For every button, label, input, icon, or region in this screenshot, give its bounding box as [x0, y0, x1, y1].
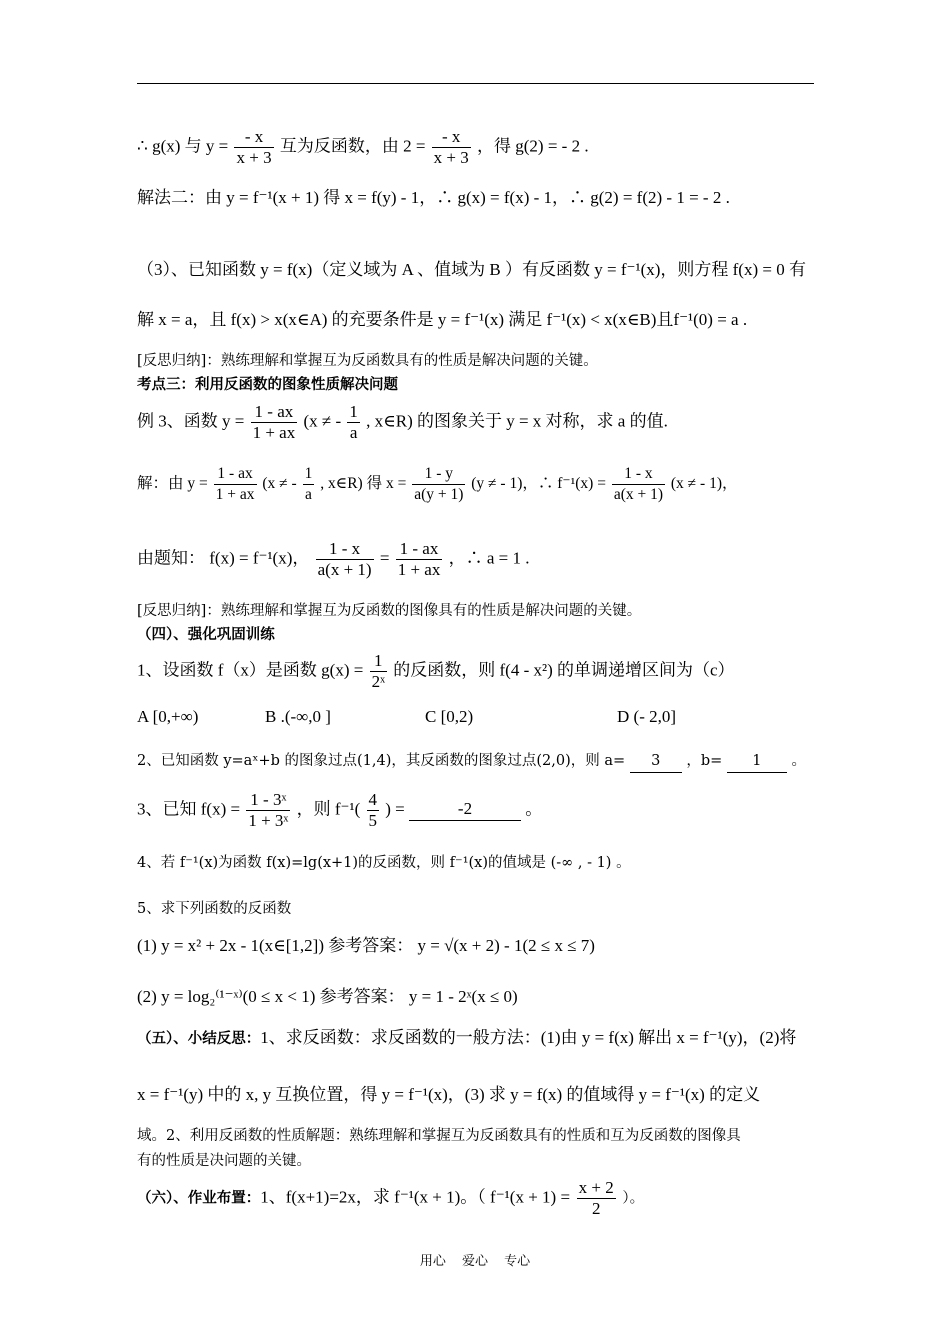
text: ∴ g(x) 与 y = — [137, 136, 229, 156]
fraction: $\frac{4}{5}$ — [368, 790, 377, 830]
part-3-statement: （3）、已知函数 y = f(x)（定义域为 A 、值域为 B ）有反函数 y = f⁻¹(x)，则方程 f(x) = 0 有 — [137, 260, 806, 279]
text: 由题知： f(x) = f⁻¹(x)， — [137, 548, 310, 568]
text: 互为反函数，由 2 = — [279, 136, 426, 156]
text: 。 — [525, 799, 543, 819]
summary-line-4: 有的性质是决问题的关键。 — [137, 1153, 311, 1169]
homework-line — [137, 1178, 814, 1219]
text: 1、求反函数：求反函数的一般方法：(1)由 y = f(x) 解出 x = f⁻¹(y)，(2)将 — [260, 1028, 797, 1047]
reflection-note-2: [反思归纳]：熟练理解和掌握互为反函数的图像具有的性质是解决问题的关键。 — [137, 603, 642, 619]
summary-heading: （五）、小结反思： — [137, 1030, 261, 1047]
example-3 — [137, 402, 814, 443]
page-footer: 用心 爱心 专心 — [419, 1254, 531, 1269]
text: , x∈R) 的图象关于 y = x 对称，求 a 的值. — [366, 411, 668, 431]
fraction: $\frac{x + 2}{2}$ — [578, 1178, 614, 1218]
text: ，得 g(2) = - 2 . — [477, 136, 589, 156]
answer-b: 1 — [727, 750, 787, 773]
choice-d: D (- 2,0] — [617, 707, 677, 726]
exercise-4: 4、若 f⁻¹(x)为函数 f(x)=lg(x+1)的反函数，则 f⁻¹(x)的值域是 (-∞ , - 1) 。 — [137, 855, 631, 871]
exercise-3 — [137, 790, 814, 831]
fraction: $\frac{1 - ax}{1 + ax}$ — [252, 402, 296, 442]
text: 。 — [791, 753, 807, 769]
fraction: $\frac{1 - ax}{1 + ax}$ — [397, 539, 441, 579]
summary-line-2: x = f⁻¹(y) 中的 x, y 互换位置，得 y = f⁻¹(x)，(3) 求 y = f(x) 的值域得 y = f⁻¹(x) 的定义 — [137, 1085, 761, 1104]
text: ，b= — [686, 753, 723, 769]
example-3-solution — [137, 464, 814, 505]
choice-a: A [0,+∞) — [137, 707, 199, 726]
exercise-5-part-1: (1) y = x² + 2x - 1(x∈[1,2]) 参考答案： y = √(x + 2) - 1(2 ≤ x ≤ 7) — [137, 936, 595, 955]
fraction: $\frac{1}{a}$ — [304, 465, 313, 503]
choice-b: B .(-∞,0 ] — [265, 707, 331, 726]
text: ，则 f⁻¹( — [296, 799, 361, 819]
solution-line-1 — [137, 127, 814, 168]
exercise-5-part-2: (2) y = log₂⁽¹⁻ˣ⁾(0 ≤ x < 1) 参考答案： y = 1 - 2ˣ(x ≤ 0) — [137, 987, 518, 1006]
part-3-statement-cont: 解 x = a，且 f(x) > x(x∈A) 的充要条件是 y = f⁻¹(x) 满足 f⁻¹(x) < x(x∈B)且f⁻¹(0) = a . — [137, 310, 748, 329]
exercise-1 — [137, 651, 814, 692]
text: , x∈R) 得 x = — [320, 475, 407, 493]
section-heading-kaodian-3: 考点三：利用反函数的图象性质解决问题 — [137, 376, 398, 393]
fraction: $\frac{\text{1 - 3ˣ}}{\text{1 + 3ˣ}}$ — [248, 790, 289, 830]
header-rule — [137, 83, 814, 84]
section-heading-4: （四）、强化巩固训练 — [137, 626, 275, 643]
fraction: $\frac{1}{\text{2ˣ}}$ — [371, 651, 385, 691]
text: ）。 — [622, 1190, 645, 1207]
summary-line-3: 域。2、利用反函数的性质解题：熟练理解和掌握互为反函数具有的性质和互为反函数的图像具 — [137, 1128, 741, 1144]
fraction: $\frac{1 - ax}{1 + ax}$ — [215, 465, 255, 503]
answer-a: 3 — [630, 750, 682, 773]
text: = — [379, 548, 390, 568]
text: 解：由 y = — [137, 475, 208, 493]
fraction: $\frac{1}{a}$ — [349, 402, 358, 442]
text: ) = — [385, 799, 405, 819]
text: 1、设函数 f（x）是函数 g(x) = — [137, 660, 364, 680]
text: 1、f(x+1)=2x，求 f⁻¹(x + 1)。（ f⁻¹(x + 1) = — [260, 1187, 571, 1207]
exercise-2 — [137, 750, 814, 773]
fraction: $\frac{- x}{x + 3}$ — [236, 127, 272, 167]
text: (x ≠ - — [262, 475, 297, 493]
example-3-conclusion — [137, 539, 814, 580]
text: 3、已知 f(x) = — [137, 799, 241, 819]
exercise-5: 5、求下列函数的反函数 — [137, 901, 292, 917]
choice-c: C [0,2) — [425, 707, 474, 726]
summary-line-1 — [137, 1027, 814, 1050]
fraction: $\frac{1 - y}{a(y + 1)}$ — [414, 465, 464, 503]
text: (x ≠ - 1)， — [670, 475, 738, 493]
text: (x ≠ - — [303, 411, 342, 431]
text: 2、已知函数 y=aˣ+b 的图象过点(1,4)，其反函数的图象过点(2,0)，则 a= — [137, 753, 626, 769]
reflection-note-1: [反思归纳]：熟练理解和掌握互为反函数具有的性质是解决问题的关键。 — [137, 353, 598, 369]
text: ，∴ a = 1 . — [448, 548, 530, 568]
fraction: $\frac{1 - x}{a(x + 1)}$ — [613, 465, 664, 503]
homework-heading: （六）、作业布置： — [137, 1189, 261, 1207]
text: 的反函数，则 f(4 - x²) 的单调递增区间为（c） — [393, 660, 735, 680]
fraction: $\frac{1 - x}{a(x + 1)}$ — [317, 539, 372, 579]
answer: -2 — [409, 798, 521, 821]
text: (y ≠ - 1)，∴ f⁻¹(x) = — [471, 475, 606, 493]
text: 例 3、函数 y = — [137, 411, 245, 431]
solution-method-two: 解法二：由 y = f⁻¹(x + 1) 得 x = f(y) - 1，∴ g(x) = f(x) - 1，∴ g(2) = f(2) - 1 = - 2 . — [137, 188, 730, 207]
fraction: $\frac{- x}{x + 3}$ — [433, 127, 469, 167]
